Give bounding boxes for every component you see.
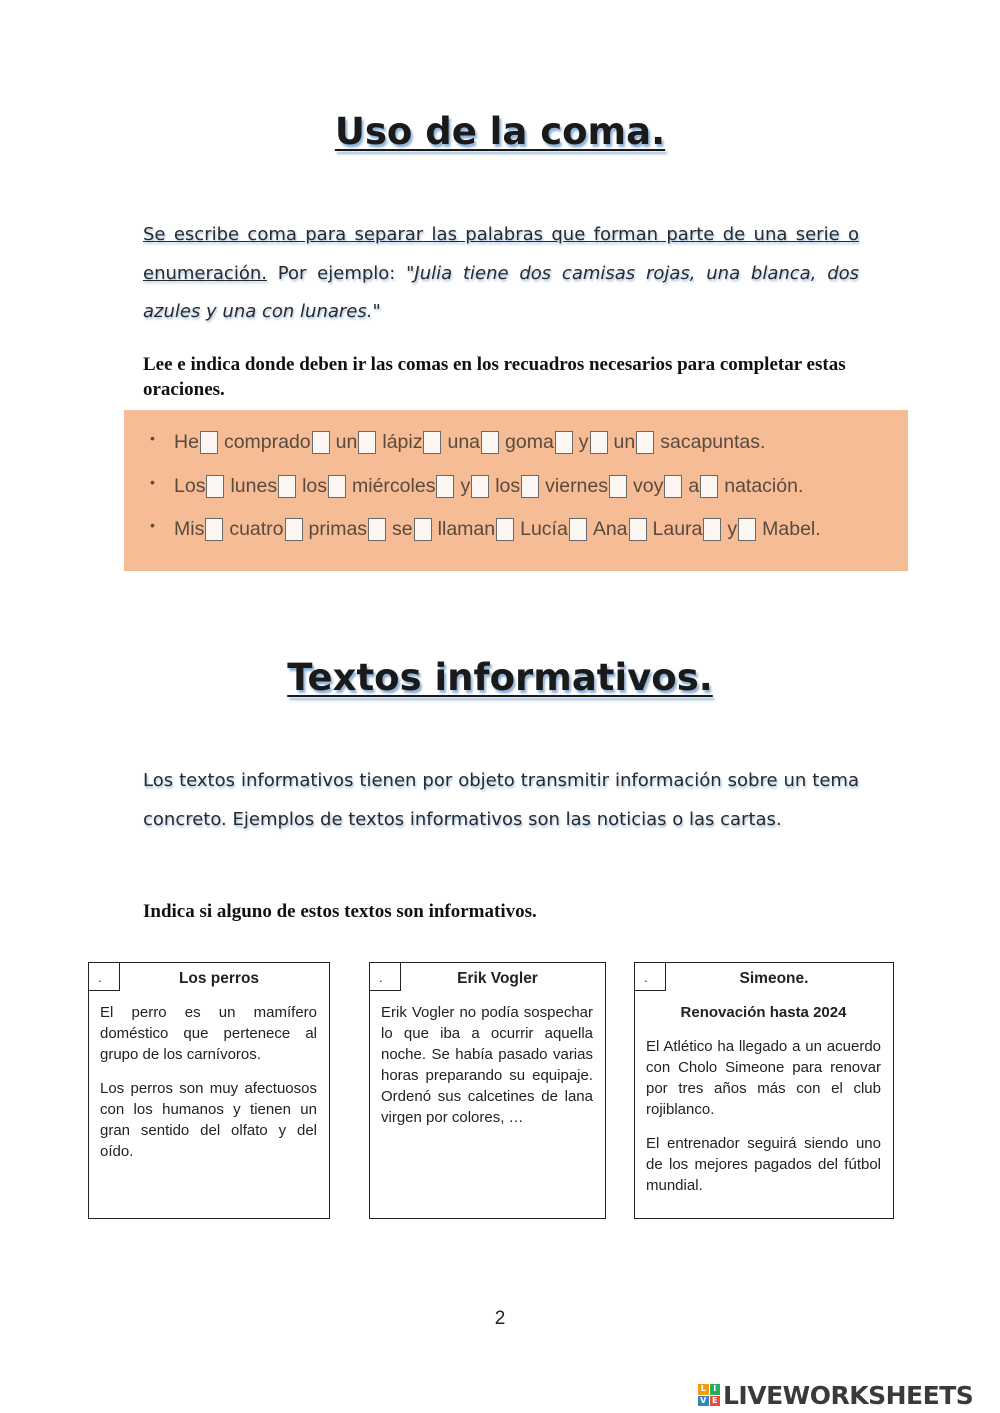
comma-answer-box[interactable]	[436, 475, 454, 498]
text-card-simeone	[634, 962, 894, 1219]
bullet-icon: •	[150, 517, 155, 533]
card-header	[635, 963, 893, 991]
comma-answer-box[interactable]	[471, 475, 489, 498]
sentence-word: goma	[505, 430, 554, 453]
comma-answer-box[interactable]	[555, 431, 573, 454]
comma-answer-box[interactable]	[636, 431, 654, 454]
coma-example-text: "Julia tiene dos camisas rojas, una blanca, dos azules y una con lunares."	[143, 262, 860, 322]
comma-answer-box[interactable]	[328, 475, 346, 498]
sentence-word: se	[392, 517, 413, 540]
sentence-word: los	[302, 474, 328, 497]
coma-exercise-box	[124, 410, 908, 571]
comma-answer-box[interactable]	[200, 431, 218, 454]
sentence-word: Lucía	[520, 517, 568, 540]
brand-name: LIVEWORKSHEETS	[723, 1380, 974, 1410]
sentence-word: lápiz	[382, 430, 423, 453]
comma-answer-box[interactable]	[423, 431, 441, 454]
informativos-explanation: Los textos informativos tienen por objeto transmitir información sobre un tema concreto. Ejemplos de textos informativos son las noticias o las cartas.	[143, 770, 859, 830]
logo-square: I	[710, 1384, 721, 1395]
card-paragraph: El entrenador seguirá siendo uno de los mejores pagados del fútbol mundial.	[646, 1135, 881, 1194]
sentence-words	[174, 471, 803, 501]
sentence-word: Mis	[174, 517, 205, 540]
sentence-word: viernes	[545, 474, 609, 497]
answer-box[interactable]: .	[370, 963, 401, 991]
sentence-word: natación.	[724, 474, 804, 497]
comma-answer-box[interactable]	[664, 475, 682, 498]
bullet-icon: •	[150, 474, 155, 490]
sentence-words	[174, 427, 765, 457]
exercise-sentence-1	[124, 427, 908, 457]
sentence-word: los	[495, 474, 521, 497]
card-header	[89, 963, 329, 991]
sentence-words	[174, 514, 821, 544]
card-header	[370, 963, 605, 991]
card-title: Los perros	[178, 970, 260, 987]
section-title-informativos: Textos informativos.	[287, 656, 713, 699]
card-body	[646, 1002, 881, 1209]
informativos-instruction: Indica si alguno de estos textos son informativos.	[143, 901, 537, 922]
comma-answer-box[interactable]	[629, 518, 647, 541]
section-title-coma: Uso de la coma.	[334, 110, 666, 153]
sentence-word: comprado	[223, 430, 311, 453]
comma-answer-box[interactable]	[700, 475, 718, 498]
card-paragraph: Erik Vogler no podía sospechar lo que iba a ocurrir aquella noche. Se había pasado varias horas preparando su equipaje. Ordenó sus calcetines de lana virgen por colores, …	[381, 1004, 593, 1126]
page-number: 2	[494, 1308, 506, 1329]
sentence-word: Los	[174, 474, 206, 497]
card-paragraph: El Atlético ha llegado a un acuerdo con Cholo Simeone para renovar por tres años más con el club rojiblanco.	[646, 1038, 881, 1118]
coma-explanation	[143, 216, 859, 332]
comma-answer-box[interactable]	[496, 518, 514, 541]
sentence-word: lunes	[230, 474, 278, 497]
sentence-word: cuatro	[229, 517, 284, 540]
sentence-word: miércoles	[352, 474, 436, 497]
exercise-sentence-3	[124, 514, 908, 544]
sentence-word: voy	[633, 474, 664, 497]
answer-box[interactable]: .	[635, 963, 666, 991]
text-card-perros	[88, 962, 330, 1219]
card-paragraph: Los perros son muy afectuosos con los humanos y tienen un gran sentido del olfato y del oído.	[100, 1080, 317, 1160]
card-title: Simeone.	[739, 970, 809, 987]
comma-answer-box[interactable]	[285, 518, 303, 541]
brand-footer[interactable]	[698, 1380, 973, 1410]
comma-answer-box[interactable]	[738, 518, 756, 541]
sentence-word: llaman	[437, 517, 496, 540]
coma-rule-text: Se escribe coma para separar las palabras que forman parte de una serie o enumeración.	[143, 224, 859, 284]
card-paragraph: El perro es un mamífero doméstico que pertenece al grupo de los carnívoros.	[100, 1004, 317, 1063]
sentence-word: un	[613, 430, 636, 453]
coma-instruction: Lee e indica donde deben ir las comas en los recuadros necesarios para completar estas oraciones.	[143, 354, 846, 400]
card-body	[100, 1002, 317, 1175]
card-title: Erik Vogler	[457, 970, 538, 987]
sentence-word: un	[335, 430, 358, 453]
text-card-vogler	[369, 962, 606, 1219]
comma-answer-box[interactable]	[481, 431, 499, 454]
comma-answer-box[interactable]	[609, 475, 627, 498]
sentence-word: Mabel.	[762, 517, 821, 540]
comma-answer-box[interactable]	[358, 431, 376, 454]
bullet-icon: •	[150, 430, 155, 446]
comma-answer-box[interactable]	[414, 518, 432, 541]
exercise-sentence-2	[124, 471, 908, 501]
liveworksheets-logo-icon	[698, 1384, 720, 1406]
sentence-word: Ana	[592, 517, 628, 540]
comma-answer-box[interactable]	[312, 431, 330, 454]
sentence-word: sacapuntas.	[660, 430, 766, 453]
card-subtitle: Renovación hasta 2024	[680, 1004, 847, 1021]
comma-answer-box[interactable]	[703, 518, 721, 541]
comma-answer-box[interactable]	[205, 518, 223, 541]
comma-answer-box[interactable]	[590, 431, 608, 454]
sentence-word: primas	[308, 517, 368, 540]
sentence-word: y	[460, 474, 471, 497]
logo-square: E	[710, 1396, 721, 1407]
coma-example-lead: Por ejemplo:	[266, 262, 407, 284]
card-body	[381, 1002, 593, 1141]
comma-answer-box[interactable]	[521, 475, 539, 498]
answer-box[interactable]: .	[89, 963, 120, 991]
sentence-word: y	[727, 517, 738, 540]
logo-square: L	[698, 1384, 709, 1395]
comma-answer-box[interactable]	[368, 518, 386, 541]
sentence-word: y	[578, 430, 589, 453]
comma-answer-box[interactable]	[278, 475, 296, 498]
comma-answer-box[interactable]	[569, 518, 587, 541]
sentence-word: a	[688, 474, 700, 497]
sentence-word: He	[174, 430, 199, 453]
comma-answer-box[interactable]	[206, 475, 224, 498]
logo-square: V	[698, 1396, 709, 1407]
sentence-word: una	[447, 430, 481, 453]
sentence-word: Laura	[652, 517, 703, 540]
